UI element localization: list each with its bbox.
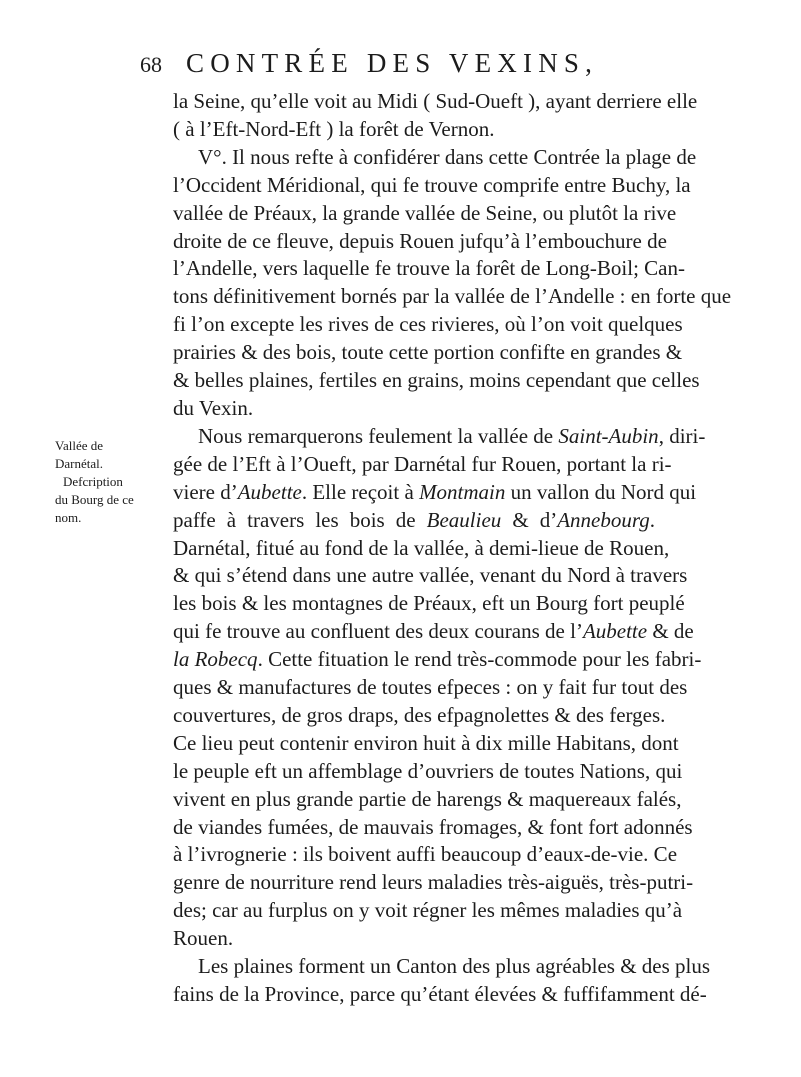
running-title: CONTRÉE DES VEXINS,: [186, 48, 599, 78]
text-line: Les plaines forment un Canton des plus agréables & des plus: [198, 954, 711, 979]
page-header: [140, 48, 670, 84]
text-line: Darnétal, fitué au fond de la vallée, à demi-lieue de Rouen,: [173, 535, 670, 560]
paragraph: [173, 953, 711, 1009]
page-number: 68: [140, 52, 162, 77]
text-line: V°. Il nous refte à confidérer dans cette Contrée la plage de: [198, 144, 697, 169]
text-line: & qui s’étend dans une autre vallée, venant du Nord à travers: [173, 563, 688, 588]
text-line: Nous remarquerons feulement la vallée de Saint-Aubin, diri-: [198, 423, 706, 448]
body-text: [173, 88, 732, 1009]
margin-note-line: du Bourg de ce: [55, 492, 134, 507]
text-line: Ce lieu peut contenir environ huit à dix mille Habitans, dont: [173, 730, 679, 755]
margin-note-line: Defcription: [63, 474, 123, 489]
text-line: le peuple eft un affemblage d’ouvriers de toutes Nations, qui: [173, 758, 683, 783]
text-line: la Seine, qu’elle voit au Midi ( Sud-Oueft ), ayant derriere elle: [173, 89, 698, 113]
margin-note-line: Vallée de: [55, 438, 104, 453]
paragraph: [173, 144, 732, 423]
margin-note: [55, 437, 165, 527]
text-line: à l’ivrognerie : ils boivent auffi beaucoup d’eaux-de-vie. Ce: [173, 842, 678, 867]
text-line: du Vexin.: [173, 395, 254, 420]
text-line: l’Andelle, vers laquelle fe trouve la forêt de Long-Boil; Can-: [173, 256, 685, 281]
text-line: fains de la Province, parce qu’étant élevées & fuffifamment dé-: [173, 982, 707, 1006]
text-line: gée de l’Eft à l’Oueft, par Darnétal fur Rouen, portant la ri-: [173, 451, 672, 476]
text-line: prairies & des bois, toute cette portion confifte en grandes &: [173, 340, 683, 365]
text-line: paffe à travers les bois de Beaulieu & d’Annebourg.: [173, 507, 655, 532]
margin-note-line: Darnétal.: [55, 456, 104, 471]
text-line: ques & manufactures de toutes efpeces : on y fait fur tout des: [173, 675, 688, 700]
text-line: de viandes fumées, de mauvais fromages, & font fort adonnés: [173, 814, 693, 839]
text-line: tons définitivement bornés par la vallée de l’Andelle : en forte que: [173, 284, 732, 309]
text-line: droite de ce fleuve, depuis Rouen jufqu’à l’embouchure de: [173, 228, 667, 253]
text-line: l’Occident Méridional, qui fe trouve comprife entre Buchy, la: [173, 172, 691, 197]
text-line: qui fe trouve au confluent des deux courans de l’Aubette & de: [173, 619, 694, 644]
margin-note-line: nom.: [55, 510, 82, 525]
text-line: genre de nourriture rend leurs maladies très-aiguës, très-putri-: [173, 870, 694, 895]
text-line: couvertures, de gros draps, des efpagnolettes & des ferges.: [173, 702, 666, 727]
text-line: les bois & les montagnes de Préaux, eft un Bourg fort peuplé: [173, 591, 685, 616]
text-line: fi l’on excepte les rives de ces rivieres, où l’on voit quelques: [173, 312, 683, 337]
text-line: & belles plaines, fertiles en grains, moins cependant que celles: [173, 368, 700, 393]
text-line: vivent en plus grande partie de harengs & maquereaux falés,: [173, 786, 682, 811]
text-line: vallée de Préaux, la grande vallée de Seine, ou plutôt la rive: [173, 200, 677, 225]
paragraph: [173, 88, 698, 144]
paragraph: [173, 423, 706, 953]
text-line: la Robecq. Cette fituation le rend très-commode pour les fabri-: [173, 647, 702, 672]
text-line: ( à l’Eft-Nord-Eft ) la forêt de Vernon.: [173, 116, 495, 141]
text-line: des; car au furplus on y voit régner les mêmes maladies qu’à: [173, 898, 683, 923]
text-line: Rouen.: [173, 926, 234, 951]
text-line: viere d’Aubette. Elle reçoit à Montmain un vallon du Nord qui: [173, 479, 697, 504]
